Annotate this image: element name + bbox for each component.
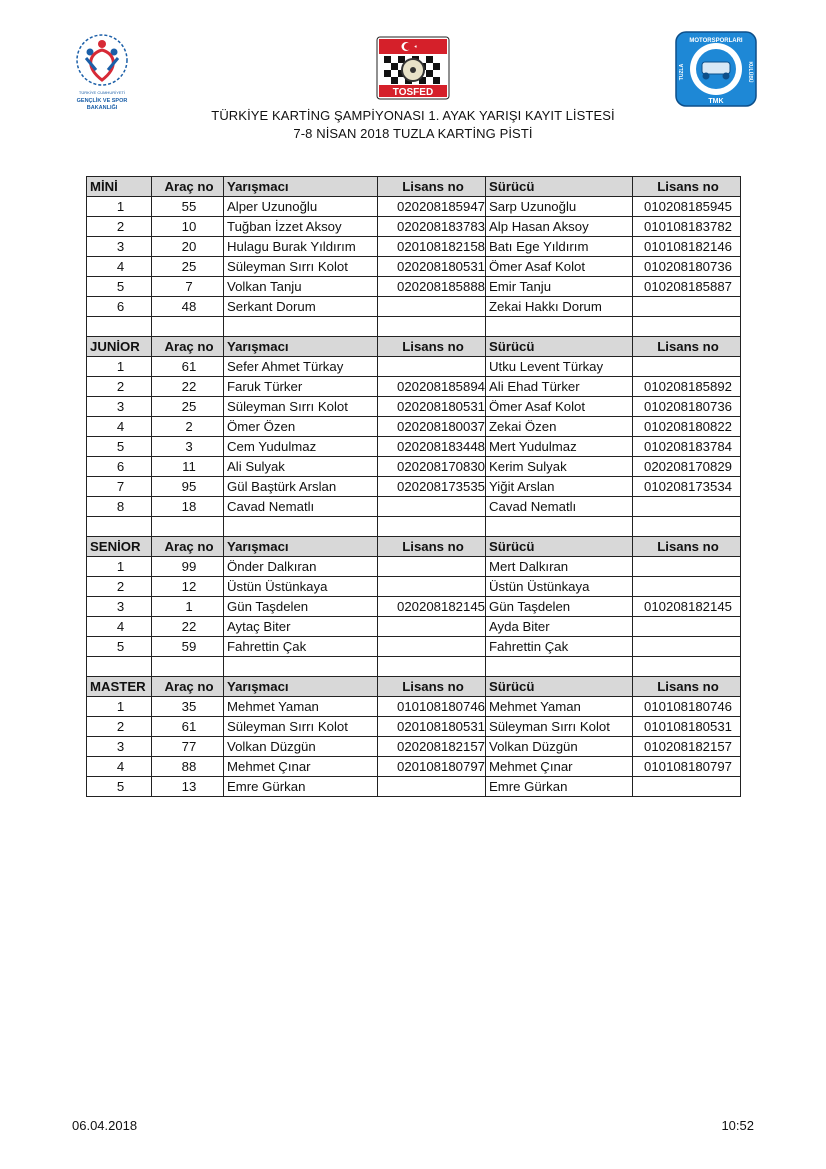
- tmk-logo-bottom-text: TMK: [708, 98, 724, 105]
- entrant-name: Süleyman Sırrı Kolot: [224, 257, 378, 277]
- entrant-name: Gül Baştürk Arslan: [224, 477, 378, 497]
- entrant-name: Sefer Ahmet Türkay: [224, 357, 378, 377]
- document-title: TÜRKİYE KARTİNG ŞAMPİYONASI 1. AYAK YARIŞI KAYIT LİSTESİ: [211, 108, 615, 123]
- entrant-name: Ömer Özen: [224, 417, 378, 437]
- car-number: 13: [152, 777, 224, 797]
- entrant-license: [378, 617, 486, 637]
- entrant-name: Emre Gürkan: [224, 777, 378, 797]
- column-header-entrant: Yarışmacı: [224, 677, 378, 697]
- table-row: [87, 637, 741, 657]
- section-name: SENİOR: [87, 537, 152, 557]
- driver-name: Mert Dalkıran: [486, 557, 633, 577]
- entrant-name: Alper Uzunoğlu: [224, 197, 378, 217]
- driver-name: Zekai Hakkı Dorum: [486, 297, 633, 317]
- driver-license: 010108180531: [633, 717, 741, 737]
- table-row: [87, 617, 741, 637]
- driver-name: Emre Gürkan: [486, 777, 633, 797]
- row-position: 3: [87, 397, 152, 417]
- column-header-driver-license: Lisans no: [633, 177, 741, 197]
- entrant-license: 020208182145: [378, 597, 486, 617]
- document-subtitle: 7-8 NİSAN 2018 TUZLA KARTİNG PİSTİ: [293, 126, 533, 141]
- entrant-name: Cem Yudulmaz: [224, 437, 378, 457]
- table-row: [87, 197, 741, 217]
- car-number: 22: [152, 377, 224, 397]
- row-position: 3: [87, 597, 152, 617]
- driver-name: Ömer Asaf Kolot: [486, 257, 633, 277]
- driver-license: 010108180797: [633, 757, 741, 777]
- driver-license: [633, 617, 741, 637]
- driver-name: Batı Ege Yıldırım: [486, 237, 633, 257]
- car-number: 48: [152, 297, 224, 317]
- table-row: [87, 717, 741, 737]
- entrant-license: 020108182158: [378, 237, 486, 257]
- spacer-row: [87, 657, 741, 677]
- car-number: 25: [152, 397, 224, 417]
- tosfed-logo: [376, 36, 450, 100]
- driver-name: Süleyman Sırrı Kolot: [486, 717, 633, 737]
- entrant-license: 020208185888: [378, 277, 486, 297]
- entrant-license: 020208182157: [378, 737, 486, 757]
- table-row: [87, 577, 741, 597]
- table-row: [87, 597, 741, 617]
- ministry-logo: [66, 30, 138, 120]
- entrant-name: Faruk Türker: [224, 377, 378, 397]
- row-position: 2: [87, 577, 152, 597]
- driver-name: Utku Levent Türkay: [486, 357, 633, 377]
- tmk-logo-top-text: MOTORSPORLARI: [689, 38, 743, 44]
- driver-name: Kerim Sulyak: [486, 457, 633, 477]
- table-row: [87, 437, 741, 457]
- column-header-license: Lisans no: [378, 537, 486, 557]
- entrant-name: Fahrettin Çak: [224, 637, 378, 657]
- driver-license: [633, 577, 741, 597]
- driver-name: Sarp Uzunoğlu: [486, 197, 633, 217]
- column-header-driver-license: Lisans no: [633, 537, 741, 557]
- driver-license: 010108180746: [633, 697, 741, 717]
- entrant-name: Ali Sulyak: [224, 457, 378, 477]
- row-position: 6: [87, 457, 152, 477]
- row-position: 2: [87, 717, 152, 737]
- driver-name: Ali Ehad Türker: [486, 377, 633, 397]
- svg-text:TUZLA: TUZLA: [679, 63, 685, 81]
- column-header-no: Araç no: [152, 177, 224, 197]
- row-position: 3: [87, 737, 152, 757]
- driver-name: Emir Tanju: [486, 277, 633, 297]
- driver-name: Üstün Üstünkaya: [486, 577, 633, 597]
- driver-license: 010208180822: [633, 417, 741, 437]
- column-header-entrant: Yarışmacı: [224, 537, 378, 557]
- driver-license: 020208170829: [633, 457, 741, 477]
- entrant-license: 020108180797: [378, 757, 486, 777]
- column-header-driver-license: Lisans no: [633, 337, 741, 357]
- column-header-driver: Sürücü: [486, 337, 633, 357]
- car-number: 2: [152, 417, 224, 437]
- car-number: 20: [152, 237, 224, 257]
- entrant-name: Süleyman Sırrı Kolot: [224, 397, 378, 417]
- driver-name: Volkan Düzgün: [486, 737, 633, 757]
- driver-license: 010208185892: [633, 377, 741, 397]
- table-row: [87, 457, 741, 477]
- column-header-license: Lisans no: [378, 177, 486, 197]
- row-position: 1: [87, 557, 152, 577]
- driver-license: 010208173534: [633, 477, 741, 497]
- table-row: [87, 477, 741, 497]
- driver-name: Cavad Nematlı: [486, 497, 633, 517]
- driver-license: [633, 557, 741, 577]
- table-row: [87, 397, 741, 417]
- driver-license: 010108182146: [633, 237, 741, 257]
- entrant-license: [378, 297, 486, 317]
- column-header-driver-license: Lisans no: [633, 677, 741, 697]
- entrant-name: Üstün Üstünkaya: [224, 577, 378, 597]
- car-number: 61: [152, 717, 224, 737]
- car-number: 59: [152, 637, 224, 657]
- entrant-name: Volkan Düzgün: [224, 737, 378, 757]
- column-header-entrant: Yarışmacı: [224, 177, 378, 197]
- car-number: 99: [152, 557, 224, 577]
- table-row: [87, 357, 741, 377]
- driver-name: Mehmet Yaman: [486, 697, 633, 717]
- driver-license: [633, 637, 741, 657]
- table-row: [87, 497, 741, 517]
- entrant-name: Mehmet Yaman: [224, 697, 378, 717]
- entrant-license: 020208173535: [378, 477, 486, 497]
- driver-name: Fahrettin Çak: [486, 637, 633, 657]
- driver-name: Ayda Biter: [486, 617, 633, 637]
- section-name: MASTER: [87, 677, 152, 697]
- row-position: 4: [87, 617, 152, 637]
- svg-text:GENÇLİK VE SPOR: GENÇLİK VE SPOR: [76, 98, 128, 104]
- registration-table: [86, 176, 741, 797]
- table-row: [87, 217, 741, 237]
- driver-license: [633, 497, 741, 517]
- entrant-license: 020208180531: [378, 257, 486, 277]
- entrant-license: [378, 557, 486, 577]
- car-number: 10: [152, 217, 224, 237]
- car-number: 88: [152, 757, 224, 777]
- section-header-row: [87, 677, 741, 697]
- car-number: 3: [152, 437, 224, 457]
- car-number: 18: [152, 497, 224, 517]
- car-number: 1: [152, 597, 224, 617]
- table-row: [87, 377, 741, 397]
- driver-license: 010208180736: [633, 257, 741, 277]
- car-number: 22: [152, 617, 224, 637]
- section-header-row: [87, 177, 741, 197]
- driver-name: Mert Yudulmaz: [486, 437, 633, 457]
- driver-license: [633, 297, 741, 317]
- table-row: [87, 777, 741, 797]
- driver-name: Mehmet Çınar: [486, 757, 633, 777]
- column-header-driver: Sürücü: [486, 177, 633, 197]
- section-name: JUNİOR: [87, 337, 152, 357]
- entrant-name: Süleyman Sırrı Kolot: [224, 717, 378, 737]
- table-row: [87, 277, 741, 297]
- ministry-logo-small-text: TÜRKİYE CUMHURİYETİ: [78, 90, 126, 95]
- table-row: [87, 257, 741, 277]
- table-row: [87, 237, 741, 257]
- car-number: 55: [152, 197, 224, 217]
- driver-license: [633, 357, 741, 377]
- column-header-driver: Sürücü: [486, 677, 633, 697]
- car-number: 7: [152, 277, 224, 297]
- entrant-license: 010108180746: [378, 697, 486, 717]
- driver-license: 010208185945: [633, 197, 741, 217]
- car-number: 61: [152, 357, 224, 377]
- section-header-row: [87, 337, 741, 357]
- entrant-name: Tuğban İzzet Aksoy: [224, 217, 378, 237]
- driver-license: 010208182157: [633, 737, 741, 757]
- driver-name: Alp Hasan Aksoy: [486, 217, 633, 237]
- tmk-logo: [674, 30, 758, 108]
- row-position: 4: [87, 417, 152, 437]
- entrant-name: Volkan Tanju: [224, 277, 378, 297]
- table-row: [87, 697, 741, 717]
- column-header-no: Araç no: [152, 537, 224, 557]
- entrant-license: 020208185894: [378, 377, 486, 397]
- car-number: 35: [152, 697, 224, 717]
- car-number: 12: [152, 577, 224, 597]
- driver-license: [633, 777, 741, 797]
- driver-name: Yiğit Arslan: [486, 477, 633, 497]
- spacer-row: [87, 517, 741, 537]
- driver-name: Ömer Asaf Kolot: [486, 397, 633, 417]
- row-position: 4: [87, 257, 152, 277]
- spacer-row: [87, 317, 741, 337]
- section-header-row: [87, 537, 741, 557]
- row-position: 5: [87, 277, 152, 297]
- entrant-name: Aytaç Biter: [224, 617, 378, 637]
- entrant-name: Önder Dalkıran: [224, 557, 378, 577]
- car-number: 77: [152, 737, 224, 757]
- section-name: MİNİ: [87, 177, 152, 197]
- driver-license: 010208185887: [633, 277, 741, 297]
- entrant-license: 020208180037: [378, 417, 486, 437]
- driver-license: 010208180736: [633, 397, 741, 417]
- entrant-license: 020208183783: [378, 217, 486, 237]
- column-header-no: Araç no: [152, 677, 224, 697]
- driver-license: 010108183782: [633, 217, 741, 237]
- entrant-license: 020208185947: [378, 197, 486, 217]
- entrant-license: 020208183448: [378, 437, 486, 457]
- driver-name: Gün Taşdelen: [486, 597, 633, 617]
- svg-text:KULÜBÜ: KULÜBÜ: [747, 61, 753, 83]
- column-header-license: Lisans no: [378, 677, 486, 697]
- tosfed-logo-text: TOSFED: [392, 87, 434, 98]
- row-position: 5: [87, 637, 152, 657]
- table-row: [87, 297, 741, 317]
- driver-license: 010208183784: [633, 437, 741, 457]
- row-position: 4: [87, 757, 152, 777]
- column-header-entrant: Yarışmacı: [224, 337, 378, 357]
- driver-license: 010208182145: [633, 597, 741, 617]
- entrant-license: [378, 777, 486, 797]
- entrant-license: [378, 637, 486, 657]
- entrant-license: 020208170830: [378, 457, 486, 477]
- row-position: 5: [87, 777, 152, 797]
- entrant-license: 020108180531: [378, 717, 486, 737]
- entrant-license: 020208180531: [378, 397, 486, 417]
- entrant-name: Hulagu Burak Yıldırım: [224, 237, 378, 257]
- entrant-name: Gün Taşdelen: [224, 597, 378, 617]
- row-position: 1: [87, 357, 152, 377]
- table-row: [87, 417, 741, 437]
- row-position: 6: [87, 297, 152, 317]
- row-position: 1: [87, 197, 152, 217]
- footer-time: 10:52: [721, 1118, 754, 1133]
- entrant-name: Serkant Dorum: [224, 297, 378, 317]
- table-row: [87, 557, 741, 577]
- entrant-license: [378, 357, 486, 377]
- row-position: 2: [87, 217, 152, 237]
- row-position: 8: [87, 497, 152, 517]
- table-row: [87, 757, 741, 777]
- car-number: 25: [152, 257, 224, 277]
- row-position: 3: [87, 237, 152, 257]
- column-header-no: Araç no: [152, 337, 224, 357]
- row-position: 7: [87, 477, 152, 497]
- car-number: 11: [152, 457, 224, 477]
- column-header-license: Lisans no: [378, 337, 486, 357]
- entrant-license: [378, 497, 486, 517]
- row-position: 5: [87, 437, 152, 457]
- row-position: 1: [87, 697, 152, 717]
- table-row: [87, 737, 741, 757]
- entrant-license: [378, 577, 486, 597]
- entrant-name: Mehmet Çınar: [224, 757, 378, 777]
- svg-text:BAKANLIĞI: BAKANLIĞI: [86, 105, 118, 111]
- row-position: 2: [87, 377, 152, 397]
- car-number: 95: [152, 477, 224, 497]
- driver-name: Zekai Özen: [486, 417, 633, 437]
- footer-date: 06.04.2018: [72, 1118, 138, 1133]
- column-header-driver: Sürücü: [486, 537, 633, 557]
- entrant-name: Cavad Nematlı: [224, 497, 378, 517]
